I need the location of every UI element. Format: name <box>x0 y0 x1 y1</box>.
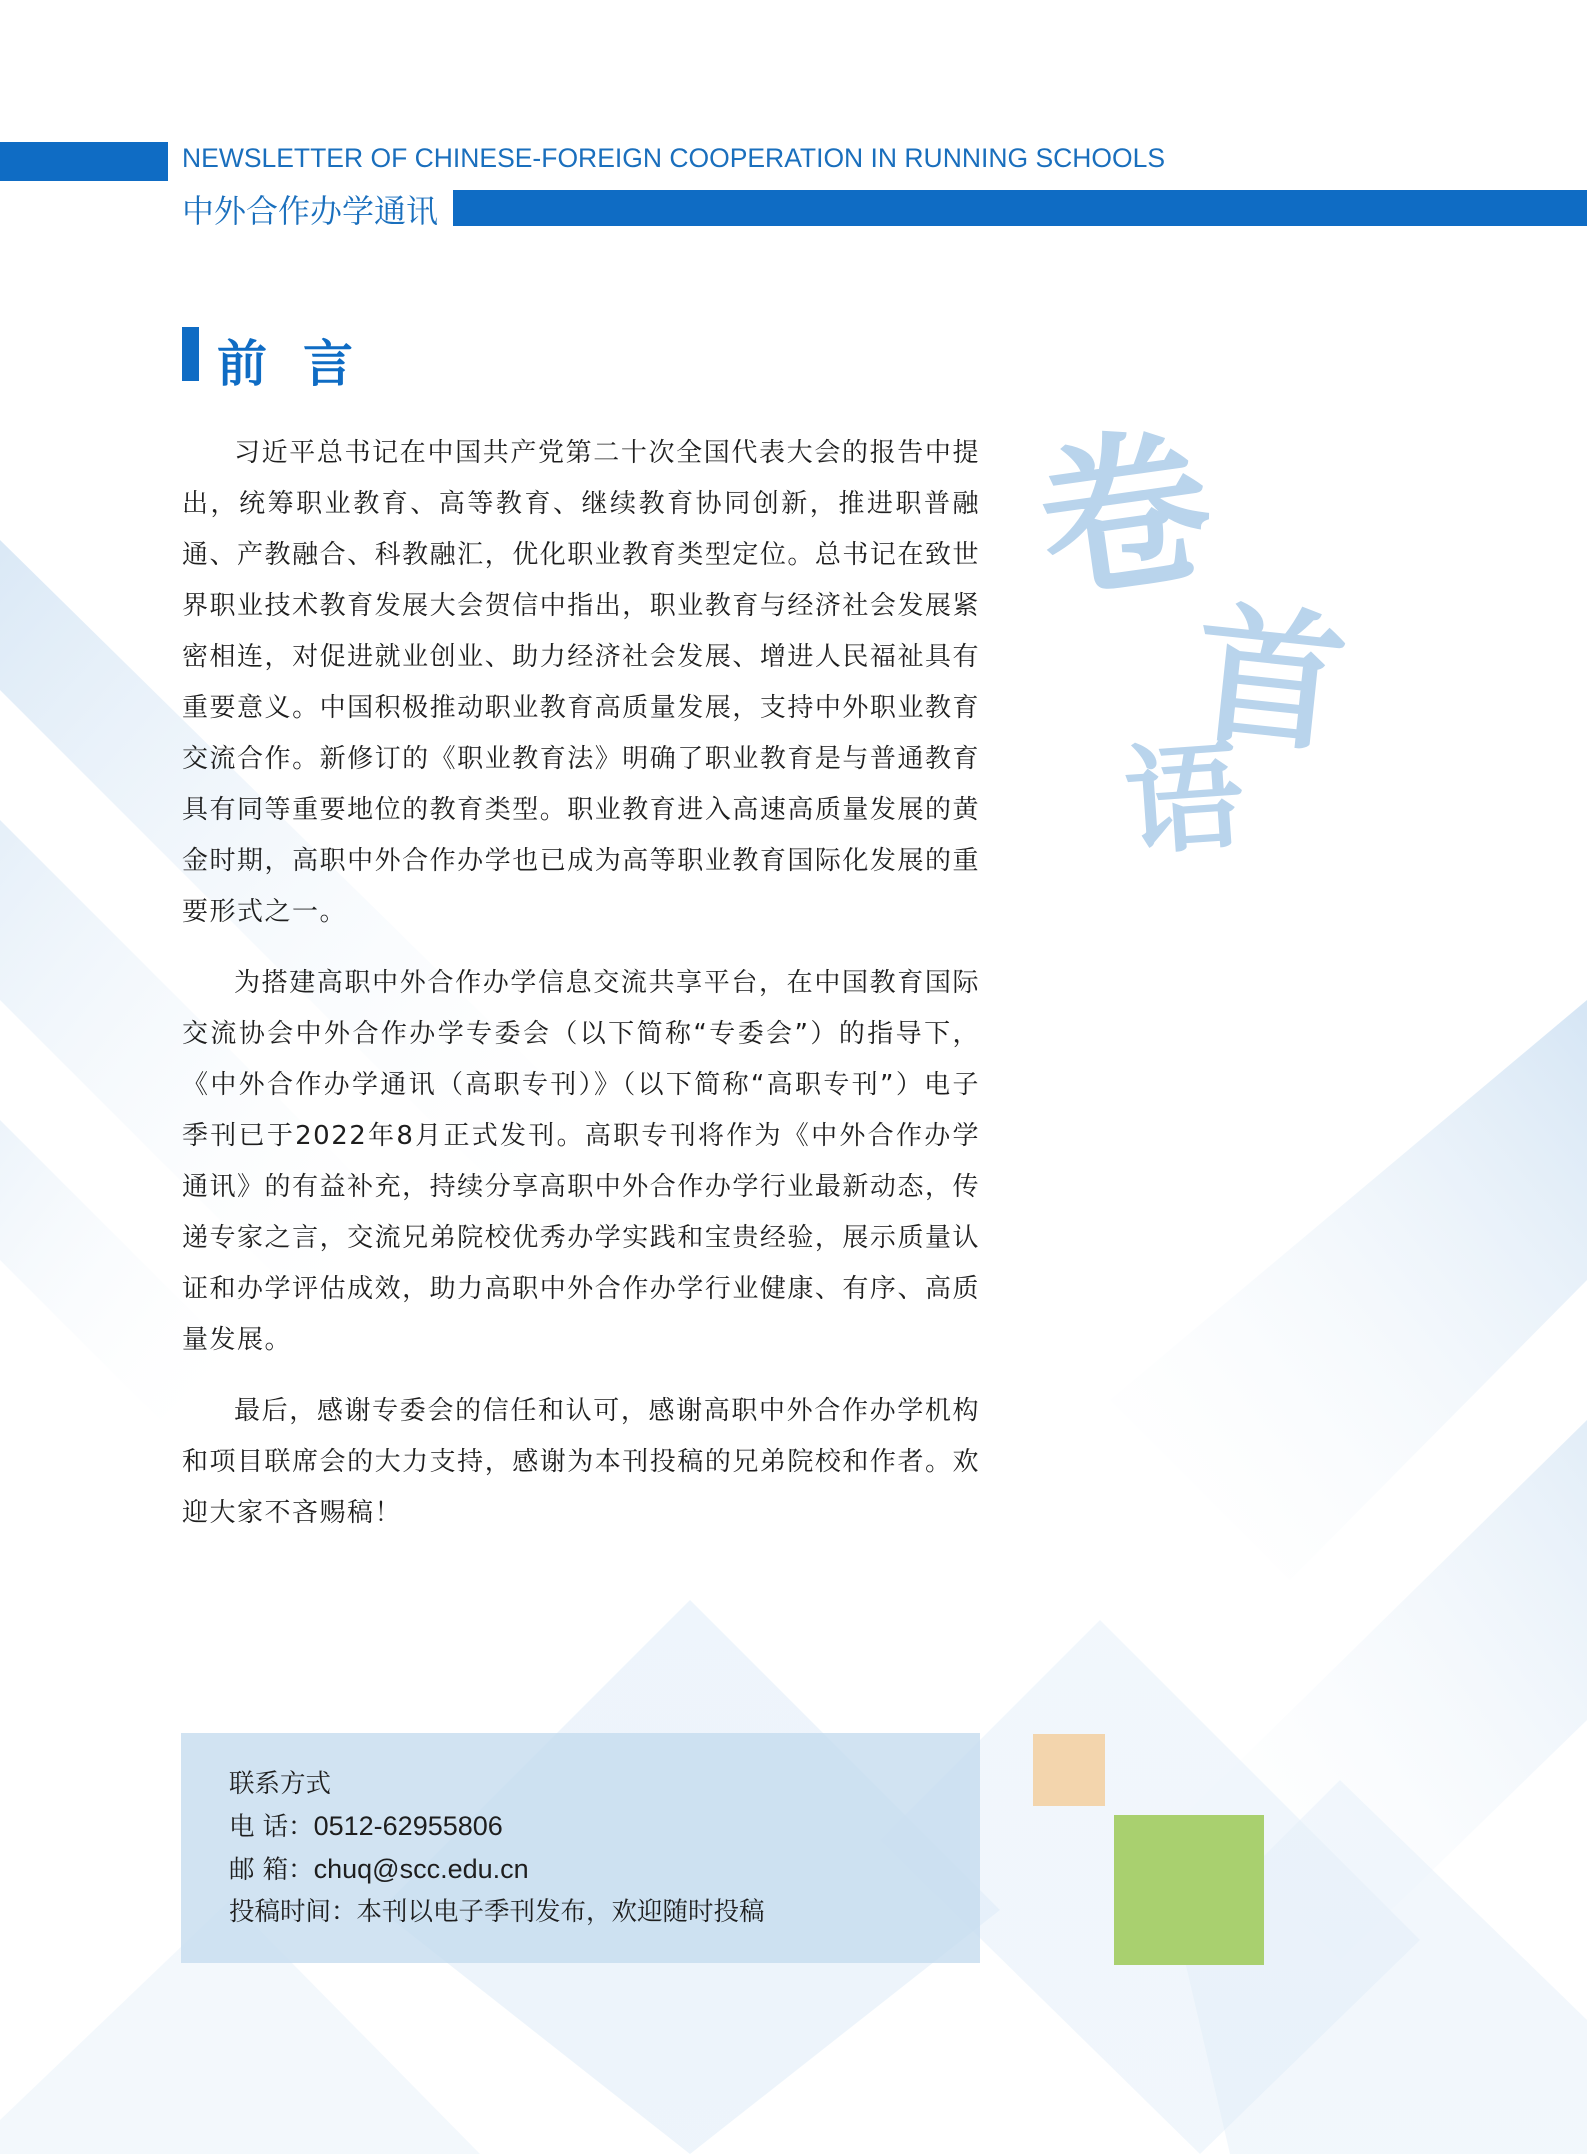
submission-value: 本刊以电子季刊发布，欢迎随时投稿 <box>356 1897 765 1927</box>
calligraphy-char-2: 首 <box>1186 584 1354 776</box>
newsletter-title-en: NEWSLETTER OF CHINESE-FOREIGN COOPERATION IN RUNNING SCHOOLS <box>182 143 1166 173</box>
email-label: 邮 箱： <box>229 1855 314 1885</box>
email-value: chuq@scc.edu.cn <box>313 1854 529 1884</box>
section-title: 前言 <box>217 335 389 393</box>
header-accent-bar-left <box>0 142 168 181</box>
paragraph-2: 为搭建高职中外合作办学信息交流共享平台，在中国教育国际交流协会中外合作办学专委会（以下简称“专委会”）的指导下，《中外合作办学通讯（高职专刊）》（以下简称“高职专刊”）电子季刊已于2022年8月正式发刊。高职专刊将作为《中外合作办学通讯》的有益补充，持续分享高职中外合作办学行业最新动态，传递专家之言，交流兄弟院校优秀办学实践和宝贵经验，展示质量认证和办学评估成效，助力高职中外合作办学行业健康、有序、高质量发展。 <box>182 968 980 1355</box>
decorative-square-green <box>1114 1815 1264 1965</box>
contact-email-row <box>229 1848 765 1891</box>
paragraph-3: 最后，感谢专委会的信任和认可，感谢高职中外合作办学机构和项目联席会的大力支持，感谢为本刊投稿的兄弟院校和作者。欢迎大家不吝赐稿！ <box>182 1396 980 1528</box>
section-title-marker <box>182 327 199 381</box>
submission-label: 投稿时间： <box>229 1897 357 1927</box>
contact-box <box>181 1733 980 1963</box>
phone-label: 电 话： <box>229 1812 314 1842</box>
paragraph-1: 习近平总书记在中国共产党第二十次全国代表大会的报告中提出，统筹职业教育、高等教育、继续教育协同创新，推进职普融通、产教融合、科教融汇，优化职业教育类型定位。总书记在致世界职业技术教育发展大会贺信中指出，职业教育与经济社会发展紧密相连，对促进就业创业、助力经济社会发展、增进人民福祉具有重要意义。中国积极推动职业教育高质量发展，支持中外职业教育交流合作。新修订的《职业教育法》明确了职业教育是与普通教育具有同等重要地位的教育类型。职业教育进入高速高质量发展的黄金时期，高职中外合作办学也已成为高等职业教育国际化发展的重要形式之一。 <box>182 438 980 927</box>
newsletter-title-cn: 中外合作办学通讯 <box>182 192 439 230</box>
header-accent-bar-right <box>453 190 1587 226</box>
calligraphy-char-1: 卷 <box>1026 404 1224 626</box>
decorative-square-orange <box>1033 1734 1105 1806</box>
phone-value: 0512-62955806 <box>313 1811 503 1841</box>
contact-phone-row <box>229 1805 765 1848</box>
calligraphy-char-3: 语 <box>1120 725 1248 872</box>
contact-submission-row <box>229 1891 765 1933</box>
foreword-body <box>182 428 980 1559</box>
contact-heading: 联系方式 <box>229 1769 332 1799</box>
